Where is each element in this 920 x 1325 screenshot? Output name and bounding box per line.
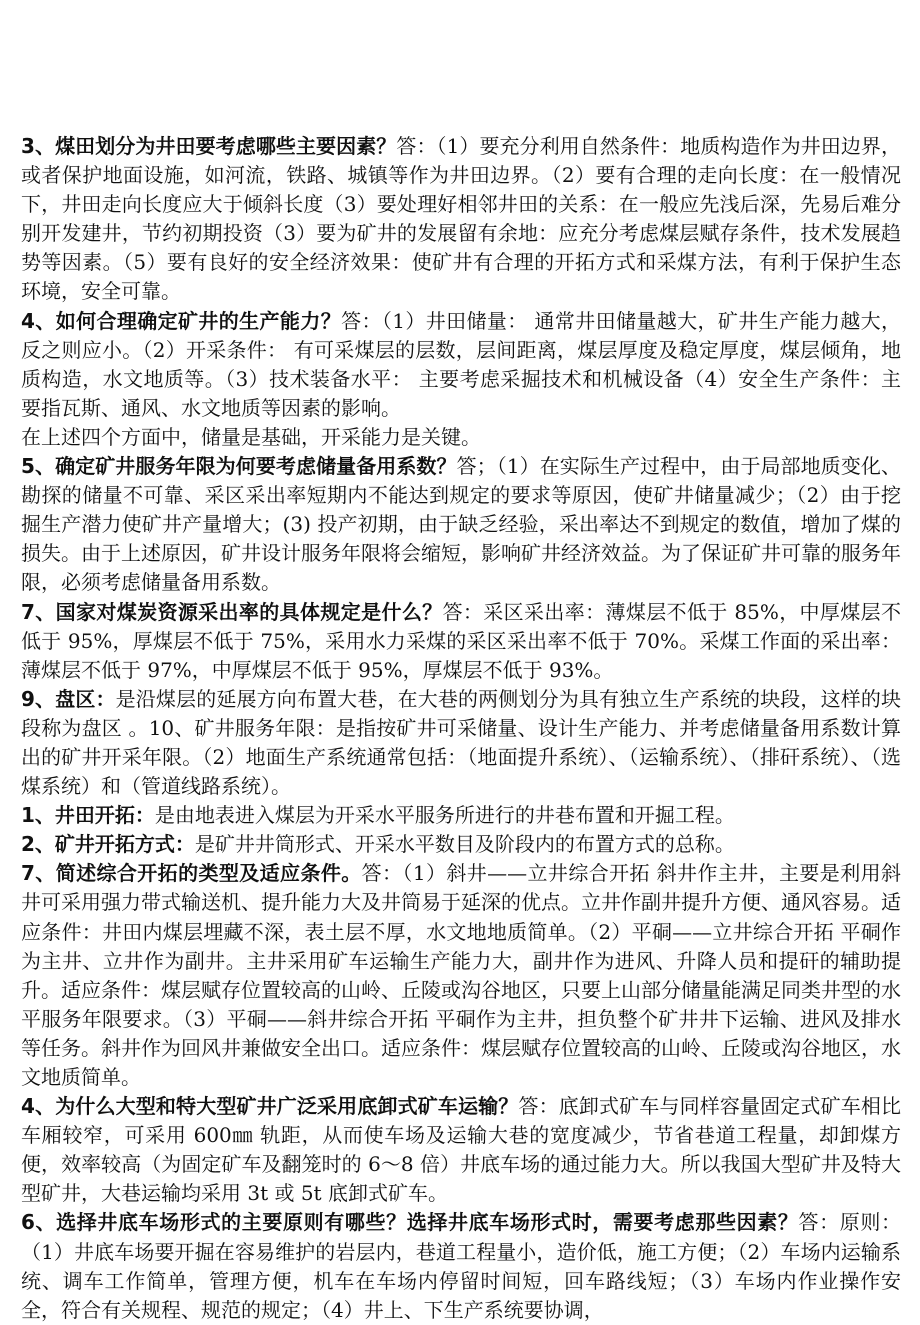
paragraph-q1-development (21, 801, 901, 830)
answer-text: 在上述四个方面中，储量是基础，开采能力是关键。 (21, 424, 481, 449)
question-heading: 3、煤田划分为井田要考虑哪些主要因素？ (21, 134, 397, 158)
answer-text: 是沿煤层的延展方向布置大巷，在大巷的两侧划分为具有独立生产系统的块段，这样的块段称为盘区 。10、矿井服务年限：是指按矿井可采储量、设计生产能力、并考虑储量备用系数计算出的矿井开采年限。（2）地面生产系统通常包括：（地面提升系统）、（运输系统）、（排矸系统）、（选煤系统）和（管道线路系统）。 (21, 686, 901, 799)
question-heading: 1、井田开拓： (21, 803, 155, 828)
paragraph-q2-method (21, 830, 901, 859)
answer-text: 答：底卸式矿车与同样容量固定式矿车相比车厢较窄，可采用 600㎜ 轨距，从而使车场及运输大巷的宽度减少，节省巷道工程量，却卸煤方便，效率较高（为固定矿车及翻笼时的 6～8 倍）井底车场的通过能力大。所以我国大型矿井及特大型矿井，大巷运输均采用 3t 或 5t 底卸式矿车。 (21, 1094, 901, 1206)
question-heading: 4、为什么大型和特大型矿井广泛采用底卸式矿车运输？ (21, 1094, 519, 1119)
paragraph-q5 (21, 452, 901, 597)
answer-text: 答：（1）斜井——立井综合开拓 斜井作主井，主要是利用斜井可采用强力带式输送机、提升能力大及井筒易于延深的优点。立井作副井提升方便、通风容易。适应条件：井田内煤层埋藏不深，表土层不厚，水文地地质简单。（2）平硐——立井综合开拓 平硐作为主井、立井作为副井。主井采用矿车运输生产能力大，副井作为进风、升降人员和提矸的辅助提升。适应条件：煤层赋存位置较高的山岭、丘陵或沟谷地区，只要上山部分储量能满足同类井型的水平服务年限要求。（3）平硐——斜井综合开拓 平硐作为主井，担负整个矿井井下运输、进风及排水等任务。斜井作为回风井兼做安全出口。适应条件：煤层赋存位置较高的山岭、丘陵或沟谷地区，水文地质简单。 (21, 861, 901, 1089)
question-heading: 7、简述综合开拓的类型及适应条件。 (21, 861, 362, 886)
question-heading: 7、国家对煤炭资源采出率的具体规定是什么？ (21, 599, 443, 624)
answer-text: 是矿井井筒形式、开采水平数目及阶段内的布置方式的总称。 (194, 832, 735, 857)
answer-text: 答：原则：（1）井底车场要开掘在容易维护的岩层内，巷道工程量小，造价低，施工方便；（2）车场内运输系统、调车工作简单，管理方便，机车在车场内停留时间短，回车路线短；（3）车场内作业操作安全，符合有关规程、规范的规定；（4）井上、下生产系统要协调， (21, 1210, 901, 1322)
document-page (21, 132, 901, 1325)
question-heading: 2、矿井开拓方式： (21, 832, 195, 857)
paragraph-q4-bottom-dump (21, 1092, 901, 1208)
paragraph-q4-capacity (21, 307, 901, 423)
paragraph-summary (21, 423, 901, 452)
question-heading: 4、如何合理确定矿井的生产能力？ (21, 308, 342, 333)
question-heading: 5、确定矿井服务年限为何要考虑储量备用系数？ (21, 454, 457, 479)
question-heading: 6、选择井底车场形式的主要原则有哪些？选择井底车场形式时，需要考虑那些因素？ (21, 1210, 799, 1235)
paragraph-q7-combined (21, 859, 901, 1092)
paragraph-q6-pit-bottom (21, 1208, 901, 1324)
answer-text: 答：采区采出率：薄煤层不低于 85%，中厚煤层不低于 95%，厚煤层不低于 75%，采用水力采煤的采区采出率不低于 70%。采煤工作面的采出率：薄煤层不低于 97%，中厚煤层不低于 95%，厚煤层不低于 93%。 (21, 599, 902, 682)
answer-text: 答：（1）井田储量： 通常井田储量越大，矿井生产能力越大，反之则应小。（2）开采条件： 有可采煤层的层数，层间距离，煤层厚度及稳定厚度，煤层倾角，地质构造，水文地质等。（3）技术装备水平： 主要考虑采掘技术和机械设备（4）安全生产条件：主要指瓦斯、通风、水文地质等因素的影响。 (21, 308, 901, 420)
paragraph-q9-panel (21, 685, 901, 801)
question-heading: 9、盘区： (21, 686, 116, 711)
answer-text: 答；（1）在实际生产过程中，由于局部地质变化、勘探的储量不可靠、采区采出率短期内不能达到规定的要求等原因，使矿井储量减少；（2）由于挖掘生产潜力使矿井产量增大；(3) 投产初期，由于缺乏经验，采出率达不到规定的数值，增加了煤的损失。由于上述原因，矿井设计服务年限将会缩短，影响矿井经济效益。为了保证矿井可靠的服务年限，必须考虑储量备用系数。 (21, 454, 901, 595)
answer-text: 是由地表进入煤层为开采水平服务所进行的井巷布置和开掘工程。 (154, 803, 735, 828)
paragraph-q7-recovery (21, 598, 901, 685)
answer-text: 答：（1）要充分利用自然条件：地质构造作为井田边界，或者保护地面设施，如河流，铁路、城镇等作为井田边界。（2）要有合理的走向长度：在一般情况下，井田走向长度应大于倾斜长度（3）要处理好相邻井田的关系：在一般应先浅后深，先易后难分别开发建井，节约初期投资（3）要为矿井的发展留有余地：应充分考虑煤层赋存条件，技术发展趋势等因素。（5）要有良好的安全经济效果：使矿井有合理的开拓方式和采煤方法，有利于保护生态环境，安全可靠。 (21, 134, 901, 304)
paragraph-q3 (21, 132, 901, 307)
